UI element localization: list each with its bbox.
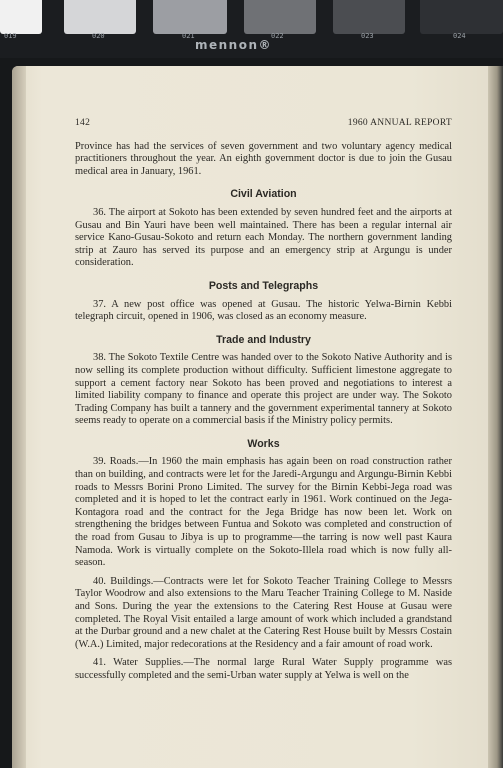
paragraph-38: 38. The Sokoto Textile Centre was handed over to the Sokoto Native Authority and is now selling its complete production without difficulty. Sufficient limestone aggregate to support a cement factory near Sokoto has been proved and negotiations to interest a limited liability company to finance and operate this project are under way. The Sokoto Trading Company has built a tannery and the government experimental tannery at Sokoto seems ready to operate on a commercial basis if the Ministry policy permits. (75, 352, 452, 427)
heading-works: Works (247, 437, 280, 450)
brand-logo: mennon® (195, 38, 273, 52)
swatch-label: 021 (182, 32, 195, 40)
intro-paragraph: Province has had the services of seven government and two voluntary agency medical practitioners throughout the year. An eighth government doctor is due to join the Gusau medical area in January, 1961. (75, 140, 452, 177)
paragraph-36: 36. The airport at Sokoto has been extended by seven hundred feet and the airports at Gusau and Bin Yauri have been well maintained. There has been a regular internal air service Kano-Gusau-Sokoto and return each Monday. The northern government landing strip at Zauro has served its purpose and an emergency strip at Argungu is under consideration. (75, 206, 452, 269)
swatch-label: 019 (4, 32, 17, 40)
paragraph-41: 41. Water Supplies.—The normal large Rural Water Supply programme was successfully completed and the semi-Urban water supply at Yelwa is well on the (75, 657, 452, 681)
swatch-label: 024 (453, 32, 466, 40)
swatch-019 (0, 0, 42, 34)
heading-trade-industry: Trade and Industry (216, 333, 311, 346)
page-gutter (12, 66, 26, 768)
page-number: 142 (75, 118, 91, 128)
swatch-020 (64, 0, 136, 34)
swatch-024 (420, 0, 503, 34)
paragraph-40: 40. Buildings.—Contracts were let for Sokoto Teacher Training College to Messrs Taylor Woodrow and also extensions to the Maru Teacher Training College to M. Naside and Sons. During the year the extensions to the Catering Rest House at Gusau were completed. The Royal Visit entailed a large amount of work which included a grandstand at the Durbar ground and a new chalet at the Catering Rest House built by Messrs Costain (W.A.) Limited, major redecorations at the Residency and a fair amount of road work. (75, 575, 452, 650)
color-calibration-strip (0, 0, 503, 58)
page-text (75, 117, 452, 683)
heading-civil-aviation: Civil Aviation (230, 188, 297, 201)
heading-posts-telegraphs: Posts and Telegraphs (208, 279, 319, 292)
page-edge (488, 66, 503, 768)
swatch-label: 022 (271, 32, 284, 40)
swatch-022 (244, 0, 316, 34)
swatch-label: 023 (361, 32, 374, 40)
swatch-021 (153, 0, 227, 34)
paragraph-37: 37. A new post office was opened at Gusau. The historic Yelwa-Birnin Kebbi telegraph circuit, opened in 1906, was closed as an economy measure. (75, 298, 452, 323)
swatch-label: 020 (92, 32, 105, 40)
running-header (75, 117, 452, 130)
swatch-023 (333, 0, 405, 34)
paragraph-39: 39. Roads.—In 1960 the main emphasis has again been on road construction rather than on building, and contracts were let for the Jaredi-Argungu and Argungu-Birnin Kebbi roads to Messrs Borini Prono Limited. The survey for the Birnin Kebbi-Jega road was completed and it is hoped to let the contract early in 1961. Work continued on the Jega-Kontagora road and the contract for the Jega Bridge has now been let. Work on strengthening the bridges between Funtua and Sokoto was completed and construction of the road from Gusau to Jibya is up to programme—the tarring is now well past Kaura Namoda. Work is virtually complete on the Sokoto-Illela road which is now fully all-season. (75, 456, 452, 569)
running-head: 1960 ANNUAL REPORT (347, 118, 452, 128)
